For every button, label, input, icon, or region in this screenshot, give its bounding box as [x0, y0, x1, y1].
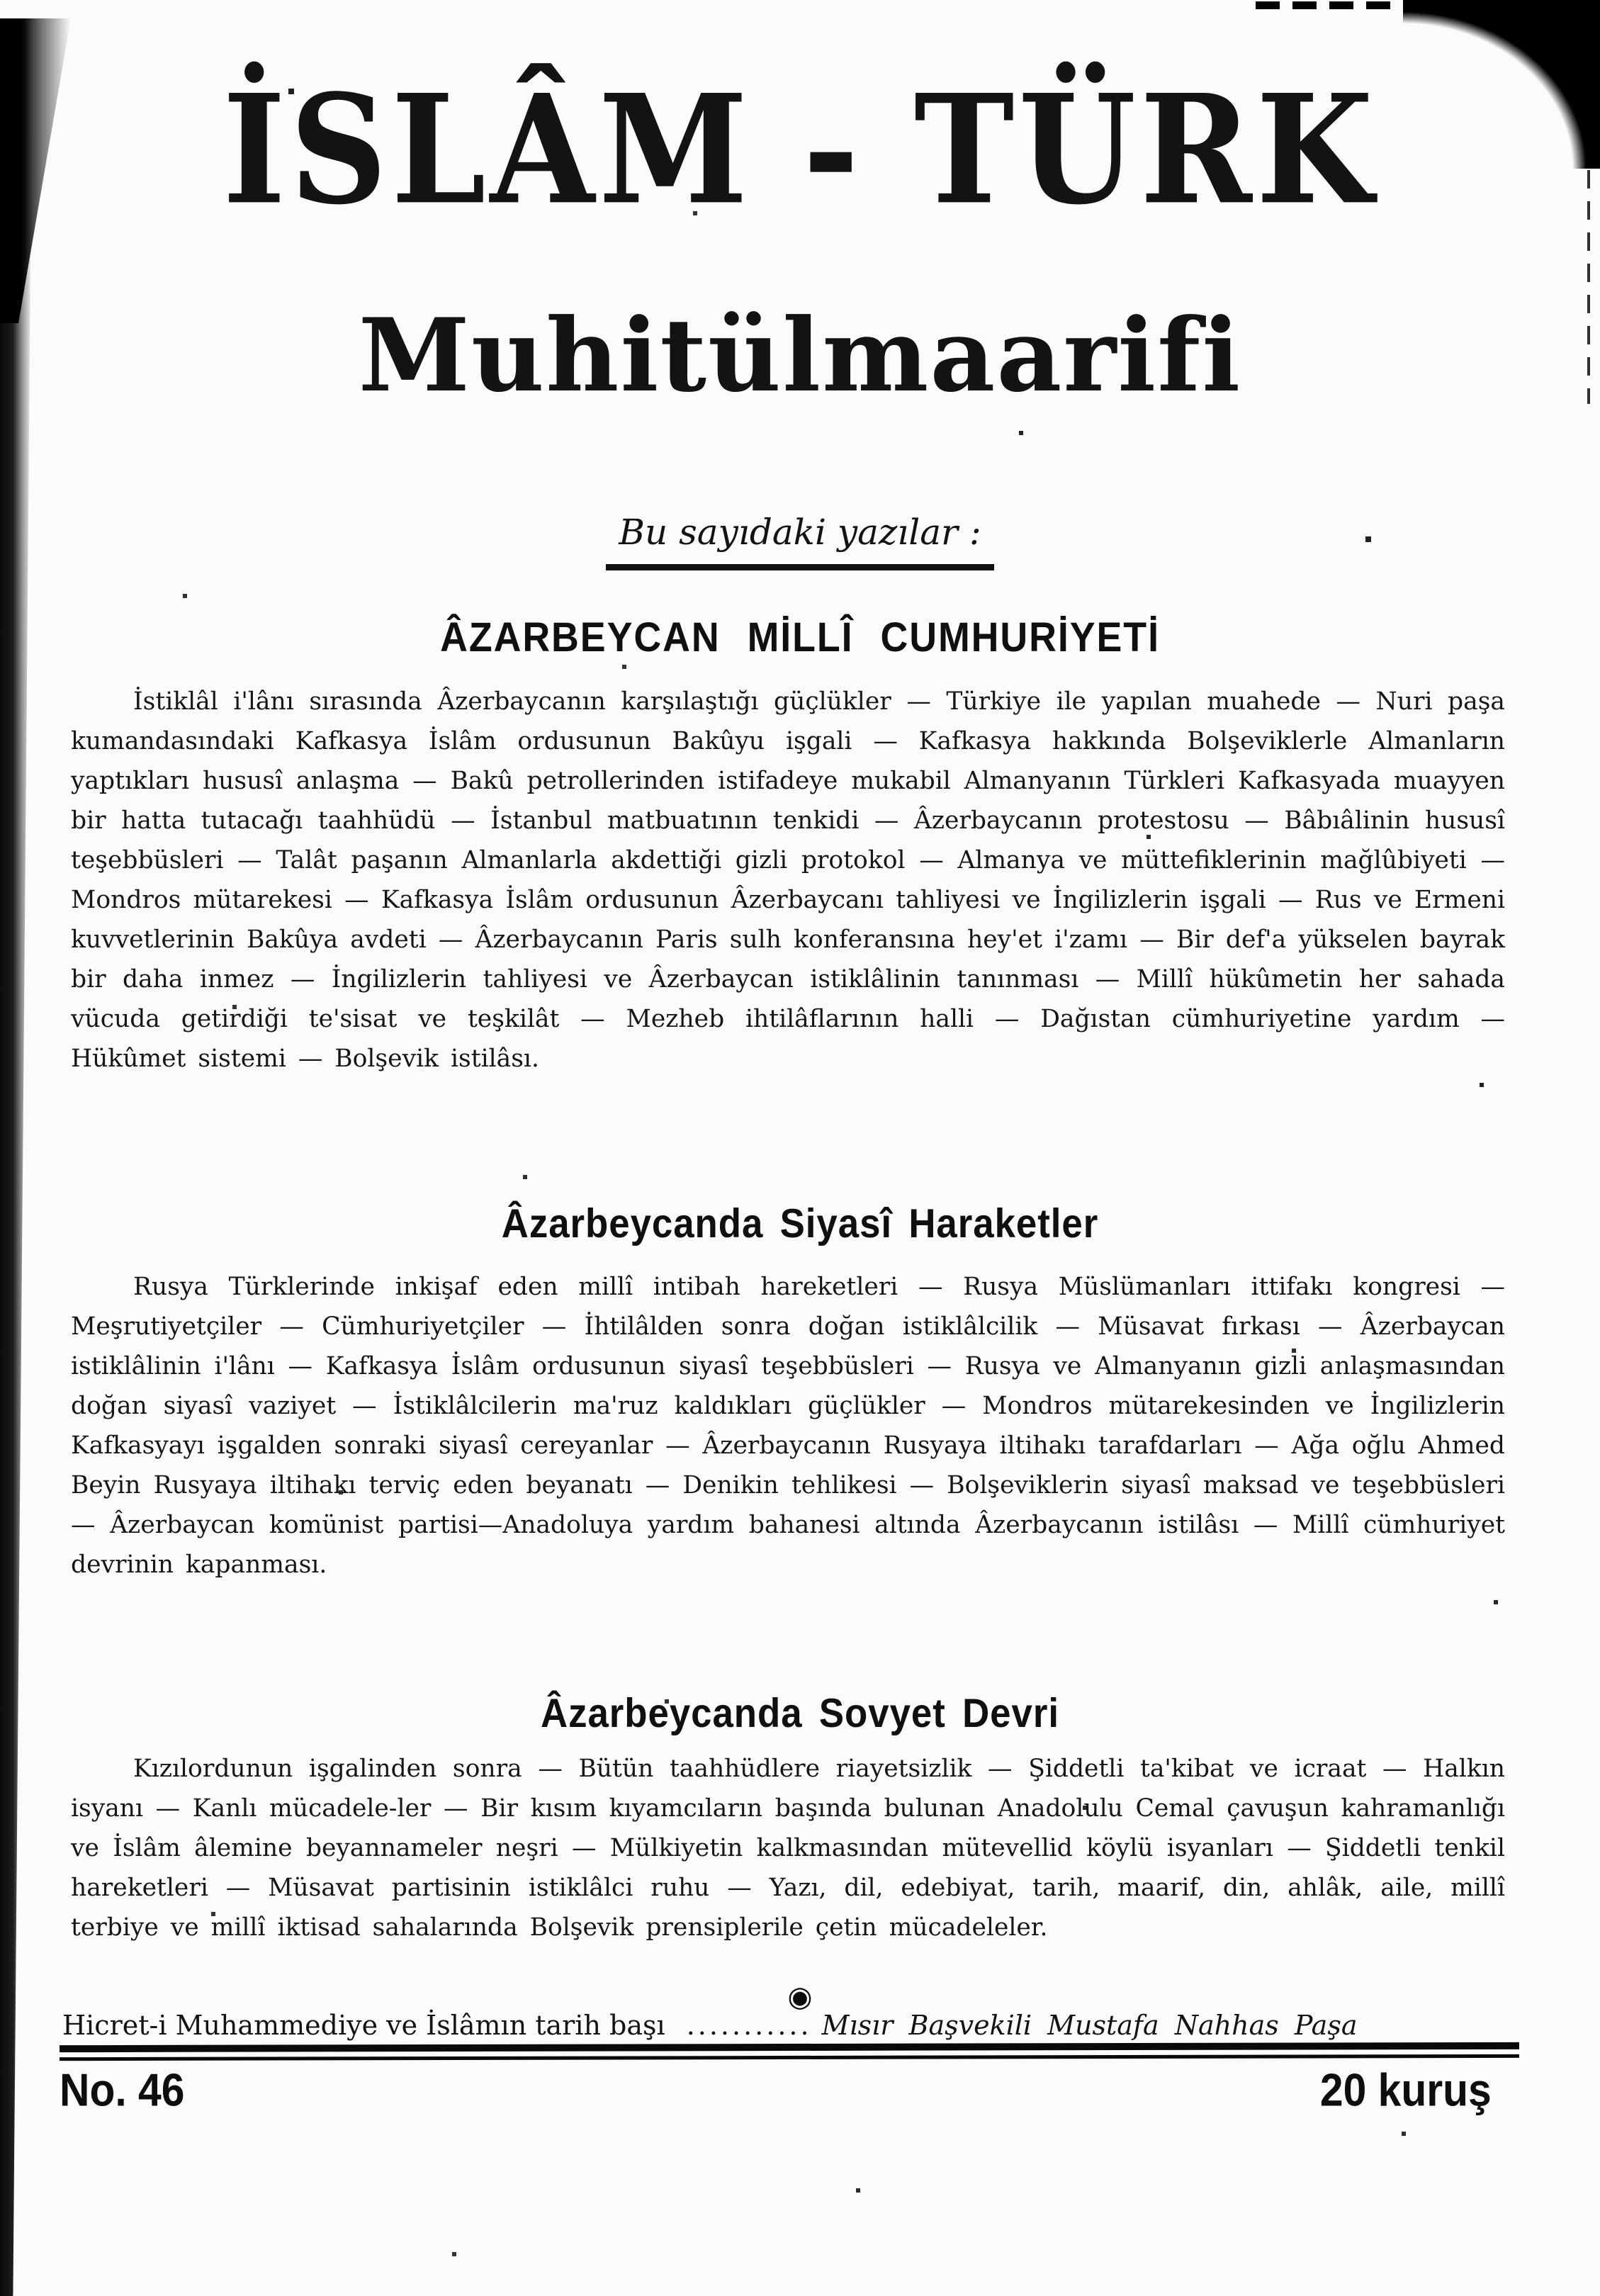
- contents-label: Bu sayıdaki yazılar :: [606, 512, 993, 570]
- footnote-line: [62, 2010, 1522, 2042]
- section-body-1: İstiklâl i'lânı sırasında Âzerbaycanın karşılaştığı güçlükler — Türkiye ile yapılan muahede — Nuri paşa kumandasındaki Kafkasya İslâm ordusunun Bakûyu işgali — Kafkasya hakkında Bolşeviklerle Almanların yaptıkları hususî anlaşma — Bakû petrollerinden istifadeye mukabil Almanyanın Türkleri Kafkasyada muayyen bir hatta tutacağı taahhüdü — İstanbul matbuatının tenkidi — Âzerbaycanın protestosu — Bâbıâlinin hususî teşebbüsleri — Talât paşanın Almanlarla akdettiği gizli protokol — Almanya ve müttefiklerinin mağlûbiyeti — Mondros mütarekesi — Kafkasya İslâm ordusunun Âzerbaycanı tahliyesi ve İngilizlerin işgali — Rus ve Ermeni kuvvetlerinin Bakûya avdeti — Âzerbaycanın Paris sulh konferansına hey'et i'zamı — Bir def'a yükselen bayrak bir daha inmez — İngilizlerin tahliyesi ve Âzerbaycan istiklâlinin tanınması — Millî hükûmetin her sahada vücuda getirdiği te'sisat ve teşkilât — Mezheb ihtilâflarının halli — Dağıstan cümhuriyetine yardım — Hükûmet sistemi — Bolşevik istilâsı.: [71, 687, 1505, 1073]
- footer-row: [60, 2064, 1492, 2117]
- masthead-title: İSLÂM - TÜRK: [222, 62, 1378, 239]
- price: 20 kuruş: [1319, 2064, 1492, 2116]
- section-body-3: Kızılordunun işgalinden sonra — Bütün taahhüdlere riayetsizlik — Şiddetli ta'kibat ve icraat — Halkın isyanı — Kanlı mücadele-ler — Bir kısım kıyamcıların başında bulunan Anadolulu Cemal çavuşun kahramanlığı ve İslâm âlemine beyannameler neşri — Mülkiyetin kalkmasından mütevellid köylü isyanları — Şiddetli tenkil hareketleri — Müsavat partisinin istiklâlci ruhu — Yazı, dil, edebiyat, tarih, maarif, din, ahlâk, aile, millî terbiye ve millî iktisad sahalarında Bolşevik prensiplerile çetin mücadeleler.: [71, 1755, 1505, 1942]
- section-heading-sovyet-devri: Âzarbeycanda Sovyet Devri: [541, 1689, 1059, 1736]
- scan-speckles: [0, 0, 1, 1]
- issue-number: No. 46: [60, 2064, 185, 2116]
- footer-rule: [60, 2042, 1519, 2061]
- section-body-2: Rusya Türklerinde inkişaf eden millî intibah hareketleri — Rusya Müslümanları ittifakı kongresi — Meşrutiyetçiler — Cümhuriyetçiler — İhtilâlden sonra doğan istiklâlcilik — Müsavat fırkası — Âzerbaycan istiklâlinin i'lânı — Kafkasya İslâm ordusunun siyasî teşebbüsleri — Rusya ve Almanyanın gizli anlaşmasından doğan siyasî vaziyet — İstiklâlcilerin ma'ruz kaldıkları güçlükler — Mondros mütarekesinden ve İngilizlerin Kafkasyayı işgalden sonraki siyasî cereyanlar — Âzerbaycanın Rusyaya iltihakı tarafdarları — Ağa oğlu Ahmed Beyin Rusyaya iltihakı terviç eden beyanatı — Denikin tehlikesi — Bolşeviklerin siyasî maksad ve teşebbüsleri — Âzerbaycan komünist partisi—Anadoluya yardım bahanesi altında Âzerbaycanın istilâsı — Millî cümhuriyet devrinin kapanması.: [71, 1273, 1505, 1579]
- contents-label-row: [0, 512, 1600, 570]
- footer-rule-thin: [60, 2054, 1519, 2061]
- printer-ornament: ◉: [787, 1981, 813, 2013]
- section-heading-siyasi-haraketler: Âzarbeycanda Siyasî Haraketler: [501, 1200, 1099, 1247]
- footnote-right-text: Mısır Başvekili Mustafa Nahhas Paşa: [821, 2010, 1358, 2041]
- footnote-left-text: Hicret-i Muhammediye ve İslâmın tarih başı: [62, 2010, 665, 2041]
- top-edge-dashes: [1256, 1, 1419, 9]
- masthead-subtitle: Muhitülmaarifi: [358, 297, 1242, 415]
- footer-rule-thick: [60, 2042, 1519, 2052]
- section-heading-azarbeycan-milli-cumhuriyeti: ÂZARBEYCAN MİLLÎ CUMHURİYETİ: [440, 613, 1160, 660]
- footnote-dot-leader: ...........: [686, 2010, 812, 2041]
